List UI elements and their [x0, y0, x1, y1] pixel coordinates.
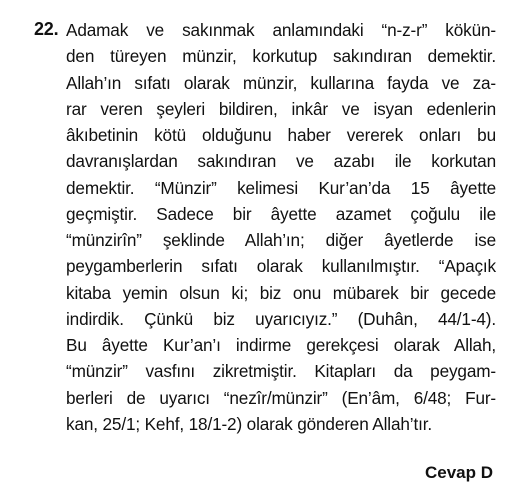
- text-line: “münzir” vasfını zikretmiştir. Kitapları da peygam-: [66, 361, 496, 382]
- question-number: 22.: [34, 19, 59, 39]
- text-line: Allah’ın sıfatı olarak münzir, kullarına fayda ve za-: [66, 72, 496, 93]
- text-line: kan, 25/1; Kehf, 18/1-2) olarak gönderen Allah’tır.: [66, 413, 432, 434]
- text-line: “münzirîn” şeklinde Allah’ın; diğer âyetlerde ise: [66, 230, 496, 250]
- text-line: kitaba yemin olsun ki; biz onu mübarek bir gecede: [66, 282, 496, 303]
- text-line: geçmiştir. Sadece bir âyette azamet çoğulu ile: [66, 203, 496, 224]
- text-line: demektir. “Münzir” kelimesi Kur’an’da 15 âyette: [66, 177, 496, 198]
- text-line: den türeyen münzir, korkutup sakındıran demektir.: [66, 46, 496, 67]
- text-line: rar veren şeyleri bildiren, inkâr ve isyan edenlerin: [66, 98, 496, 119]
- text-line: âkıbetinin kötü olduğunu haber vererek onları bu: [66, 125, 496, 145]
- text-line: peygamberlerin sıfatı olarak kullanılmıştır. “Apaçık: [66, 256, 496, 277]
- text-line: Bu âyette Kur’an’ı indirme gerekçesi olarak Allah,: [66, 335, 496, 355]
- answer-label: Cevap D: [424, 463, 493, 482]
- text-line: indirdik. Çünkü biz uyarıcıyız.” (Duhân, 44/1-4).: [66, 308, 496, 329]
- text-line: davranışlardan sakındıran ve azabı ile korkutan: [66, 151, 496, 172]
- text-line: Adamak ve sakınmak anlamındaki “n-z-r” kökün-: [66, 20, 496, 40]
- text-line: berleri de uyarıcı “nezîr/münzir” (En’âm, 6/48; Fur-: [66, 387, 496, 408]
- explanation-text: [66, 17, 496, 437]
